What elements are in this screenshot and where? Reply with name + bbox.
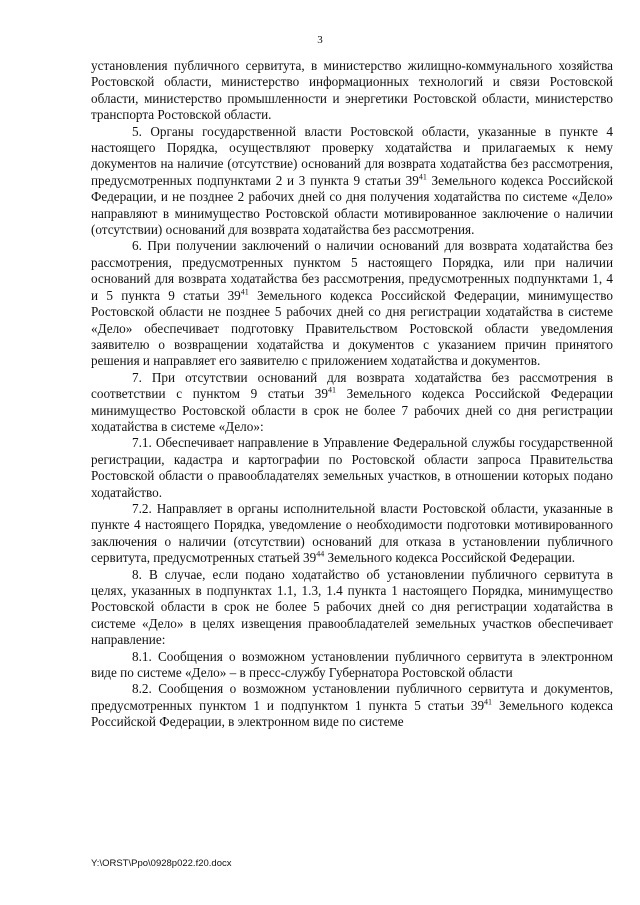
paragraph (91, 681, 613, 730)
paragraph-text: установления публичного сервитута, в министерство жилищно-коммунального хозяйства Ростовской области, министерство информационных технологий и связи Ростовской области, министерство промышленности и энергетики Ростовской области, министерство транспорта Ростовской области. (91, 58, 613, 123)
paragraph-text: 8.2. Сообщения о возможном установлении публичного сервитута и документов, предусмотренных пунктом 1 и подпунктом 1 пункта 5 статьи 39 (91, 681, 613, 713)
paragraph-text: 5. Органы государственной власти Ростовской области, указанные в пункте 4 настоящего Порядка, осуществляют проверку ходатайства и прилагаемых к нему документов на наличие (отсутствие) оснований для возврата ходатайства без рассмотрения, предусмотренных подпунктами 2 и 3 пункта 9 статьи 39 (91, 123, 613, 188)
paragraph-text: 8.1. Сообщения о возможном установлении публичного сервитута в электронном виде по системе «Дело» – в пресс-службу Губернатора Ростовской области (91, 648, 613, 681)
paragraph (91, 370, 613, 436)
article-superscript: 44 (316, 549, 325, 559)
paragraph (91, 124, 613, 239)
paragraph-text: 6. При получении заключений о наличии оснований для возврата ходатайства без рассмотрения, предусмотренных пунктом 5 настоящего Порядка, или при наличии оснований для возврата ходатайства без рассмотрения, предусмотренных подпунктами 1, 4 и 5 пункта 9 статьи 39 (91, 238, 613, 303)
article-superscript: 41 (240, 287, 249, 297)
paragraph-text: Земельного кодекса Российской Федерации, в электронном виде по системе (91, 697, 613, 730)
paragraph (91, 435, 613, 501)
paragraph-text: 7. При отсутствии оснований для возврата ходатайства без рассмотрения в соответствии с пунктом 9 статьи 39 (91, 369, 613, 402)
paragraph (91, 649, 613, 682)
paragraph-text: Земельного кодекса Российской Федерации. (324, 550, 576, 566)
paragraph-text: 7.2. Направляет в органы исполнительной власти Ростовской области, указанные в пункте 4 настоящего Порядка, уведомление о необходимости подготовки мотивированного заключения о наличии (отсутствии) оснований для отказа в установлении публичного сервитута, предусмотренных статьей 39 (91, 500, 613, 566)
paragraph-text: Земельного кодекса Российской Федерации, минимущество Ростовской области не позднее 5 рабочих дней со дня регистрации ходатайства в системе «Дело» обеспечивает подготовку Правительством Ростовской области уведомления заявителю о возвращении ходатайства и документов с указанием причин принятого решения и направляет его заявителю с приложением ходатайства и документов. (91, 287, 613, 369)
article-superscript: 41 (418, 172, 427, 182)
paragraph-text: 8. В случае, если подано ходатайство об установлении публичного сервитута в целях, указанных в подпунктах 1.1, 1.3, 1.4 пункта 1 настоящего Порядка, минимущество Ростовской области в срок не более 5 рабочих дней со дня регистрации ходатайства в системе «Дело» в целях извещения правообладателей земельных участков обеспечивает направление: (91, 566, 613, 648)
paragraph-text: Земельного кодекса Российской Федерации, и не позднее 2 рабочих дней со дня получения ходатайства по системе «Дело» направляют в минимущество Ростовской области мотивированное заключение о наличии (отсутствии) оснований для возврата ходатайства без рассмотрения. (91, 172, 613, 238)
document-body (91, 58, 613, 731)
article-superscript: 41 (327, 385, 336, 395)
paragraph (91, 567, 613, 649)
file-path-footer: Y:\ORST\Ppo\0928p022.f20.docx (91, 858, 232, 869)
paragraph (91, 58, 613, 124)
page-number: 3 (317, 34, 323, 46)
paragraph (91, 238, 613, 369)
paragraph (91, 501, 613, 567)
paragraph-text: Земельного кодекса Российской Федерации минимущество Ростовской области в срок не более 7 рабочих дней со дня регистрации ходатайства в системе «Дело»: (91, 386, 613, 434)
article-superscript: 41 (484, 697, 493, 707)
paragraph-text: 7.1. Обеспечивает направление в Управление Федеральной службы государственной регистрации, кадастра и картографии по Ростовской области запроса Правительства Ростовской области о правообладателях земельных участков, в отношении которых подано ходатайство. (91, 435, 613, 500)
